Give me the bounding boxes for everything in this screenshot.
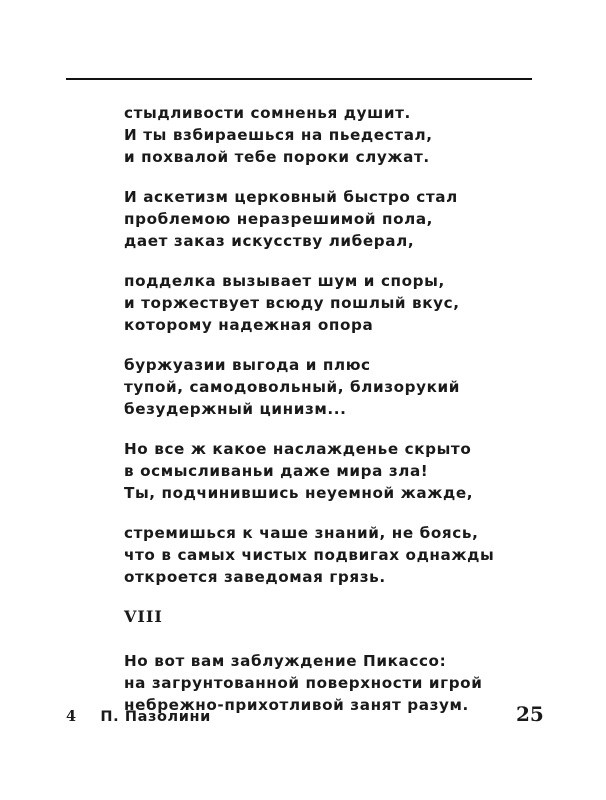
running-title: П. Пазолини [100, 709, 211, 725]
poem-line: Но вот вам заблуждение Пикассо: [124, 652, 447, 670]
poem-line: проблемою неразрешимой пола, [124, 210, 434, 228]
stanza [124, 102, 544, 168]
poem-line: буржуазии выгода и плюс [124, 356, 371, 374]
poem-line: подделка вызывает шум и споры, [124, 272, 445, 290]
signature-mark: 4 [66, 708, 77, 725]
poem-line: Но все ж какое наслажденье скрыто [124, 440, 472, 458]
poem-line: небрежно-прихотливой занят разум. [124, 696, 469, 714]
section-number: VIII [124, 607, 163, 626]
poem-line: откроется заведомая грязь. [124, 568, 386, 586]
stanza [124, 186, 544, 252]
top-rule [66, 78, 532, 80]
poem-line: И аскетизм церковный быстро стал [124, 188, 458, 206]
poem-line: тупой, самодовольный, близорукий [124, 378, 461, 396]
poem-line: и торжествует всюду пошлый вкус, [124, 294, 460, 312]
poem-line: дает заказ искусству либерал, [124, 232, 415, 250]
poem-line: в осмысливаньи даже мира зла! [124, 462, 429, 480]
stanza [124, 522, 544, 588]
page-number: 25 [516, 702, 544, 726]
stanza [124, 270, 544, 336]
poem-body [124, 102, 544, 734]
poem-line: что в самых чистых подвигах однажды [124, 546, 495, 564]
stanza [124, 438, 544, 504]
poem-line: на загрунтованной поверхности игрой [124, 674, 483, 692]
poem-line: безудержный цинизм... [124, 400, 347, 418]
page-footer [66, 708, 211, 725]
stanza [124, 650, 544, 716]
poem-line: и похвалой тебе пороки служат. [124, 148, 430, 166]
poem-line: стремишься к чаше знаний, не боясь, [124, 524, 479, 542]
poem-line: И ты взбираешься на пьедестал, [124, 126, 433, 144]
poem-line: Ты, подчинившись неуемной жажде, [124, 484, 474, 502]
stanza [124, 354, 544, 420]
poem-line: которому надежная опора [124, 316, 374, 334]
poem-line: стыдливости сомненья душит. [124, 104, 411, 122]
